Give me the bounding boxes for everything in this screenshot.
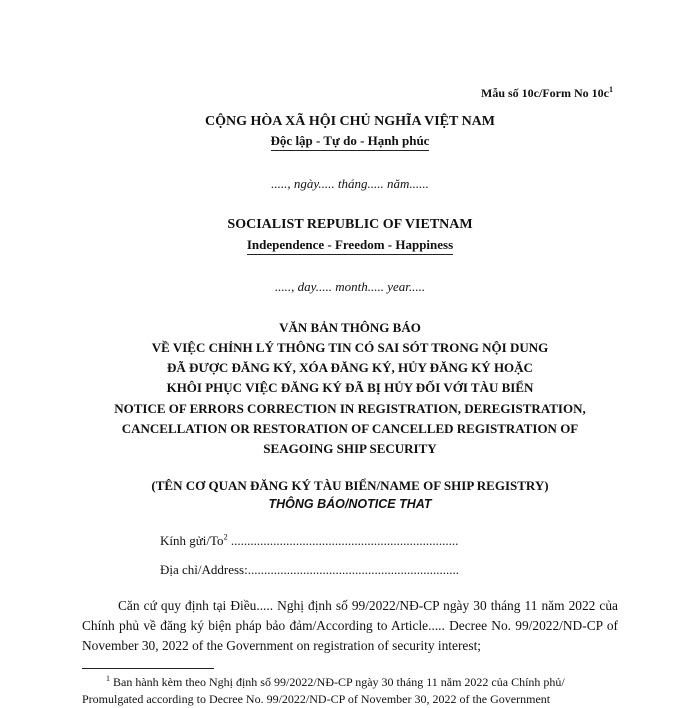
title-vn-line-1: VĂN BẢN THÔNG BÁO [279, 320, 421, 335]
recipient-line [160, 533, 600, 549]
agency-line: (TÊN CƠ QUAN ĐĂNG KÝ TÀU BIỂN/NAME OF SHIP REGISTRY) [151, 478, 549, 493]
form-number [420, 86, 613, 101]
national-title-vn: CỘNG HÒA XÃ HỘI CHỦ NGHĨA VIỆT NAM [204, 114, 495, 129]
form-number-footnote-mark: 1 [609, 85, 613, 94]
address-label: Địa chỉ/Address: [160, 562, 248, 577]
title-en-line-1: NOTICE OF ERRORS CORRECTION IN REGISTRATION, DEREGISTRATION, [114, 401, 586, 416]
title-vn-line-2: VỀ VIỆC CHỈNH LÝ THÔNG TIN CÓ SAI SÓT TRONG NỘI DUNG [151, 340, 549, 355]
national-title-en: SOCIALIST REPUBLIC OF VIETNAM [227, 217, 473, 232]
motto-vn-text: Độc lập - Tự do - Hạnh phúc [271, 133, 430, 151]
title-en-line-3: SEAGOING SHIP SECURITY [263, 441, 437, 456]
date-line-en: ....., day..... month..... year..... [274, 279, 426, 294]
address-blank: ................................................................. [247, 562, 459, 577]
body-line-1: Căn cứ quy định tại Điều..... Nghị định số 99/2022/NĐ-CP ngày 30 tháng 11 năm 2022 của [118, 598, 618, 613]
footnote-mark: 1 [106, 674, 110, 683]
title-en-line-2: CANCELLATION OR RESTORATION OF CANCELLED REGISTRATION OF [121, 421, 579, 436]
recipient-blank: ...................................................................... [230, 533, 459, 548]
recipient-label: Kính gửi/To [160, 533, 224, 548]
motto-vn [0, 133, 700, 151]
motto-en [0, 237, 700, 255]
footnote [82, 674, 618, 708]
notice-line: THÔNG BÁO/NOTICE THAT [268, 497, 432, 511]
form-number-text: Mẫu số 10c/Form No 10c [481, 86, 609, 100]
body-paragraph [82, 596, 618, 656]
title-vn-line-3: ĐÃ ĐƯỢC ĐĂNG KÝ, XÓA ĐĂNG KÝ, HỦY ĐĂNG KÝ HOẶC [167, 360, 533, 375]
address-line [160, 562, 600, 578]
footnote-line-2: Promulgated according to Decree No. 99/2022/ND-CP of November 30, 2022 of the Government [82, 692, 551, 706]
motto-en-text: Independence - Freedom - Happiness [247, 237, 453, 255]
recipient-footnote-mark: 2 [223, 532, 228, 542]
body-line-3: November 30, 2022 of the Government on registration of security interest; [82, 638, 482, 653]
body-line-2: Chính phủ về đăng ký biện pháp bảo đảm/According to Article..... Decree No. 99/2022/ND-CP of [82, 618, 618, 633]
footnote-line-1: Ban hành kèm theo Nghị định số 99/2022/NĐ-CP ngày 30 tháng 11 năm 2022 của Chính phủ/ [113, 675, 565, 689]
date-line-vn: ....., ngày..... tháng..... năm...... [271, 176, 429, 191]
footnote-separator [82, 668, 214, 669]
title-vn-line-4: KHÔI PHỤC VIỆC ĐĂNG KÝ ĐÃ BỊ HỦY ĐỐI VỚI TÀU BIỂN [166, 380, 534, 395]
